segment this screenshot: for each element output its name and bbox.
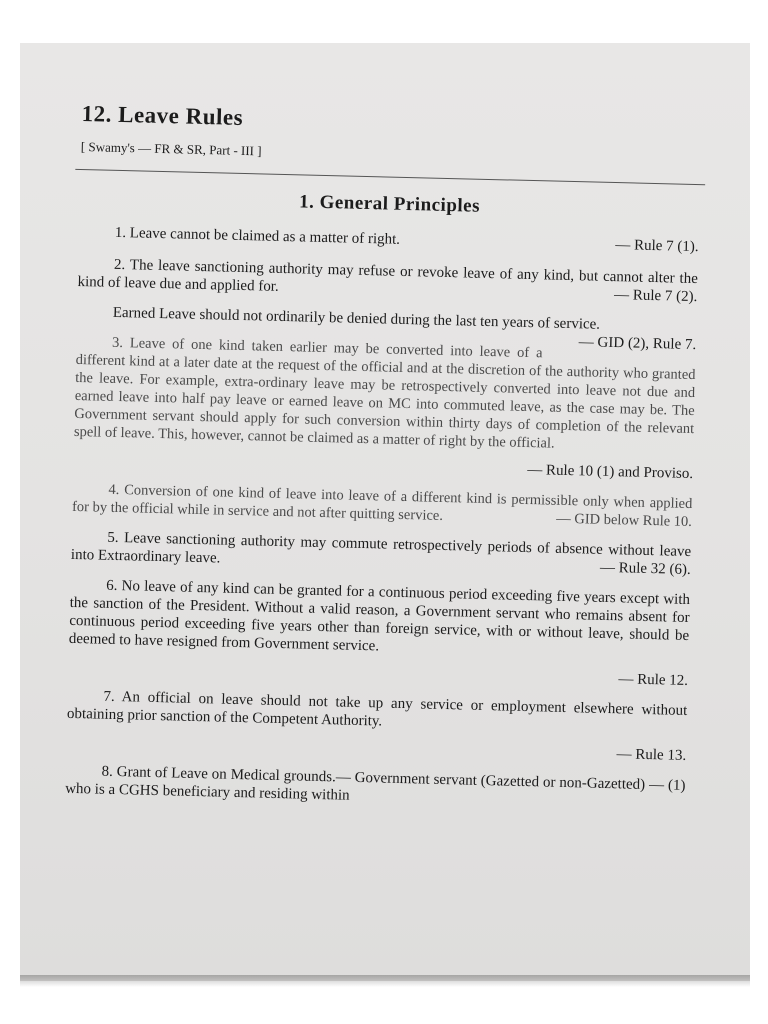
rule-reference: — Rule 7 (1). — [615, 237, 699, 256]
chapter-title: 12. Leave Rules — [81, 101, 244, 130]
paragraph-6: 6. No leave of any kind can be granted for a continuous period exceeding five years except with the sanction of the President. Without a valid reason, a Government servant who remains absent for continuous period exceeding five years other than foreign service, with or without leave, should be deemed to have resigned from Government service. — [68, 577, 691, 655]
paragraph-1 — [79, 224, 699, 256]
paragraph-text: Earned Leave should not ordinarily be denied during the last ten years of service. — [112, 304, 601, 333]
rule-reference: — Rule 13. — [616, 746, 687, 764]
page-shadow — [20, 975, 750, 987]
paragraph-7: 7. An official on leave should not take up any service or employment elsewhere without obtaining prior sanction of the Competent Authority. — [66, 688, 688, 730]
paragraph-5 — [71, 528, 692, 579]
book-page — [20, 43, 750, 981]
paragraph-text: 5. Leave sanctioning authority may commute retrospectively periods of absence without leave into Extraordinary leave. — [70, 529, 692, 567]
rule-reference: — Rule 32 (6). — [599, 559, 691, 579]
rule-reference: — Rule 10 (1) and Proviso. — [527, 461, 694, 483]
paragraph-2 — [77, 255, 698, 306]
page-content — [65, 101, 702, 825]
paragraph-3: 3. Leave of one kind taken earlier may be converted into leave of a different kind at a later date at the request of the official and at the discretion of the authority who granted the leave. For example, extra-ordinary leave may be retrospectively converted into leave not due and earned leave into half pay leave or earned leave on MC into commuted leave, as the case may be. The Government servant should apply for such conversion within thirty days of completion of the relevant spell of leave. This, however, cannot be claimed as a matter of right by the official. — [73, 334, 696, 452]
rule-reference: — Rule 12. — [618, 671, 689, 689]
section-title: 1. General Principles — [298, 191, 481, 217]
chapter-source: [ Swamy's — FR & SR, Part - III ] — [80, 138, 262, 159]
rule-reference: — Rule 7 (2). — [613, 287, 698, 306]
paragraph-text: 4. Conversion of one kind of leave into leave of a different kind is permissible only when applied for by the official while in service and not after quitting service. — [71, 481, 693, 524]
paragraph-8: 8. Grant of Leave on Medical grounds.— Government servant (Gazetted or non-Gazetted) — (1) who is a CGHS beneficiary and residing within — [64, 763, 686, 804]
paragraph-text: 1. Leave cannot be claimed as a matter of right. — [114, 224, 401, 248]
rule-reference: — GID (2), Rule 7. — [578, 334, 697, 354]
paragraph-text: 2. The leave sanctioning authority may refuse or revoke leave of any kind, but cannot alter the kind of leave due and applied for. — [77, 256, 699, 295]
paragraph-4 — [72, 480, 693, 531]
paragraph-earned-leave — [77, 303, 697, 354]
divider — [75, 169, 705, 185]
rule-reference: — GID below Rule 10. — [556, 510, 693, 531]
